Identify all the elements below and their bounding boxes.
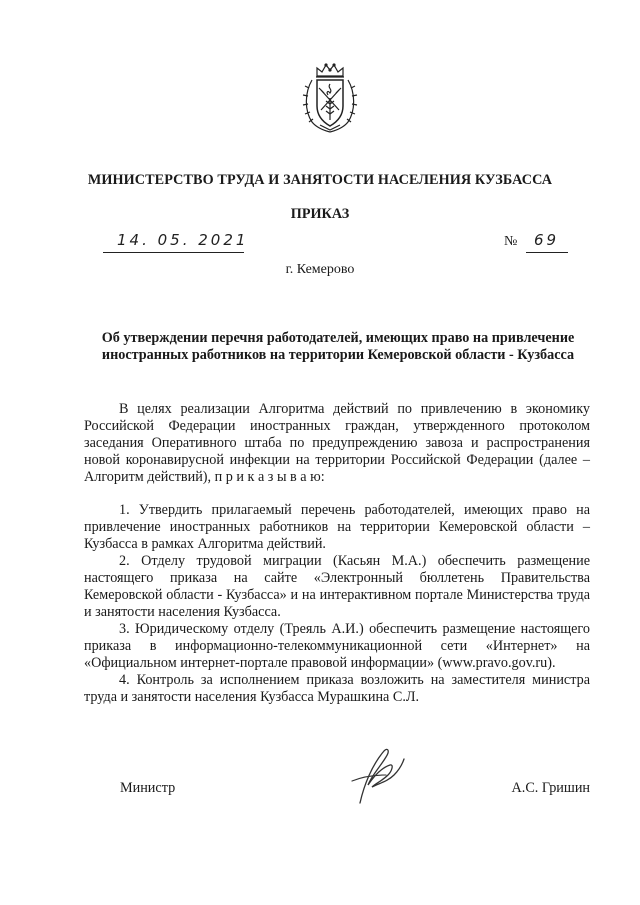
order-subject: Об утверждении перечня работодателей, имеющих право на привлечение иностранных работников на территории Кемеровской области - Кузбасса: [101, 330, 575, 363]
order-item-1: 1. Утвердить прилагаемый перечень работодателей, имеющих право на привлечение иностранных работников на территории Кемеровской области – Кузбасса в рамках Алгоритма действий.: [84, 502, 590, 552]
handwritten-signature-icon: [342, 745, 412, 807]
date-value: 14. 05. 2021: [117, 231, 249, 249]
city: г. Кемерово: [285, 262, 355, 277]
number-sign: №: [504, 234, 518, 249]
signer-name: А.С. Гришин: [511, 780, 590, 796]
preamble-paragraph: В целях реализации Алгоритма действий по привлечению в экономику Российской Федерации иностранных граждан, утвержденного протоколом заседания Оперативного штаба по предупреждению завоза и распространения новой коронавирусной инфекции на территории Российской Федерации (далее – Алгоритм действий), п р и к а з ы в а ю:: [84, 401, 590, 485]
kuzbass-coat-of-arms-icon: [300, 62, 360, 136]
document-type: ПРИКАЗ: [290, 206, 350, 222]
ministry-name: МИНИСТЕРСТВО ТРУДА И ЗАНЯТОСТИ НАСЕЛЕНИЯ КУЗБАССА: [87, 172, 553, 188]
signer-position: Министр: [120, 780, 176, 796]
signature-block: [84, 776, 590, 806]
order-item-2: 2. Отделу трудовой миграции (Касьян М.А.) обеспечить размещение настоящего приказа на сайте «Электронный бюллетень Правительства Кемеровской области - Кузбасса» и на интерактивном портале Министерства труда и занятости населения Кузбасса.: [84, 553, 590, 620]
number-field: [526, 230, 568, 253]
date-field: [103, 230, 249, 253]
order-item-3: 3. Юридическому отделу (Треяль А.И.) обеспечить размещение настоящего приказа в информационно-телекоммуникационной сети «Интернет» на «Официальном интернет-портале правовой информации» (www.pravo.gov.ru).: [84, 621, 590, 671]
number-value: 69: [534, 231, 560, 249]
order-body: [84, 401, 590, 706]
order-item-4: 4. Контроль за исполнением приказа возложить на заместителя министра труда и занятости населения Кузбасса Мурашкина С.Л.: [84, 672, 590, 705]
